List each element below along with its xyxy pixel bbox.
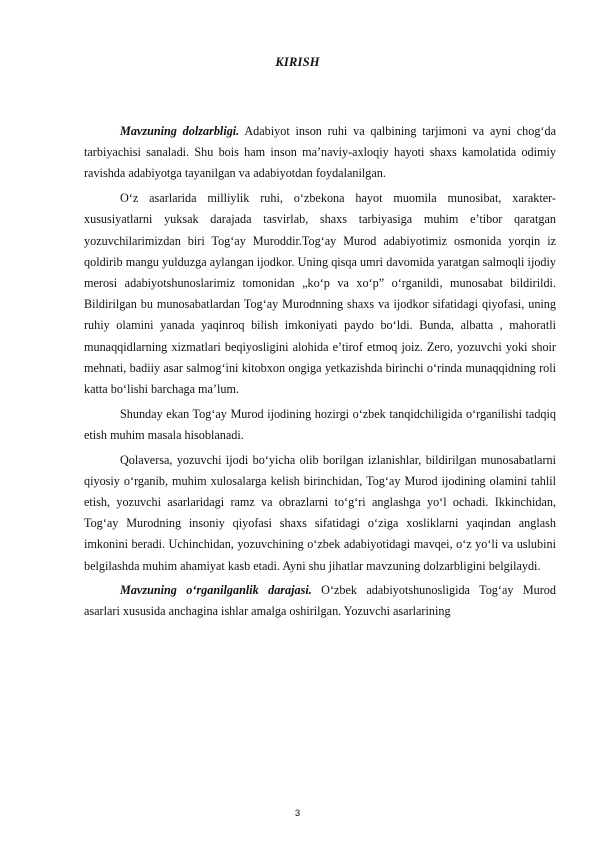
paragraph-text: O‘z asarlarida milliylik ruhi, o‘zbekona hayot muomila munosibat, xarakter-xususiyatlarni yuksak darajada tasvirlab, shaxs tarbiyasiga muhim e’tibor qaratgan yozuvchilarimizdan biri Tog‘ay Muroddir.Tog‘ay Murod adabiyotimiz osmonida yorqin iz qoldirib mangu yulduzga aylangan ijodkor. Uning qisqa umri davomida yaratgan salmoqli ijodiy merosi adabiyotshunoslarimiz tomonidan „ko‘p va xo‘p” o‘rganildi, munosabat bildirildi. Bildirilgan bu munosabatlardan Tog‘ay Murodnning shaxs va ijodkor sifatidagi qiyofasi, uning ruhiy olamini yanada yaqinroq bilish imkoniyati paydo bo‘ldi. Bunda, albatta , mahoratli munaqqidlarning xizmatlari beqiyosligini alohida e’tirof etmoq joiz. Zero, yozuvchi yoki shoir mehnati, badiiy asar salmog‘ini kitobxon ongiga yetkazishda birinchi o‘rinda munaqqidning roli katta bo‘lishi barchaga ma’lum. — [84, 191, 556, 396]
paragraph-lead: Mavzuning o‘rganilganlik darajasi. — [120, 583, 312, 598]
paragraph-text: O‘zbek adabiyotshunosligida Tog‘ay Murod asarlari xususida anchagina ishlar amalga oshirilgan. Yozuvchi asarlarining — [84, 583, 556, 619]
paragraph-lead: Mavzuning dolzarbligi. — [120, 124, 240, 138]
document-body — [84, 121, 556, 626]
paragraph-research-importance — [84, 404, 556, 446]
page-title: KIRISH — [275, 55, 320, 69]
paragraph-tog-ay-murod — [84, 188, 556, 400]
page-number: 3 — [294, 808, 301, 819]
paragraph-study-level — [84, 580, 556, 622]
paragraph-reasons — [84, 450, 556, 577]
paragraph-text: Adabiyot inson ruhi va qalbining tarjimoni va ayni chog‘da tarbiyachisi sanaladi. Shu bois ham inson ma’naviy-axloqiy hayoti shaxs kamolatida odimiy ravishda adabiyotga tayanilgan va adabiyotdan foydalanilgan. — [84, 124, 556, 181]
paragraph-text: Qolaversa, yozuvchi ijodi bo‘yicha olib borilgan izlanishlar, bildirilgan munosabatlarni qiyosiy o‘rganib, muhim xulosalarga kelish birinchidan, Tog‘ay Murod ijodining olamini tahlil etish, yozuvchi asarlaridagi ramz va obrazlarni to‘g‘ri anglashga yo‘l ochadi. Ikkinchidan, Tog‘ay Murodning insoniy qiyofasi shaxs sifatidagi o‘ziga xosliklarni yaqindan anglash imkonini beradi. Uchinchidan, yozuvchining o‘zbek adabiyotidagi mavqei, o‘z yo‘li va uslubini belgilashda muhim ahamiyat kasb etadi. Ayni shu jihatlar mavzuning dolzarbligini belgilaydi. — [84, 452, 556, 573]
paragraph-relevance — [84, 121, 556, 185]
paragraph-text: Shunday ekan Tog‘ay Murod ijodining hozirgi o‘zbek tanqidchiligida o‘rganilishi tadqiq etish muhim masala hisoblanadi. — [84, 406, 556, 442]
